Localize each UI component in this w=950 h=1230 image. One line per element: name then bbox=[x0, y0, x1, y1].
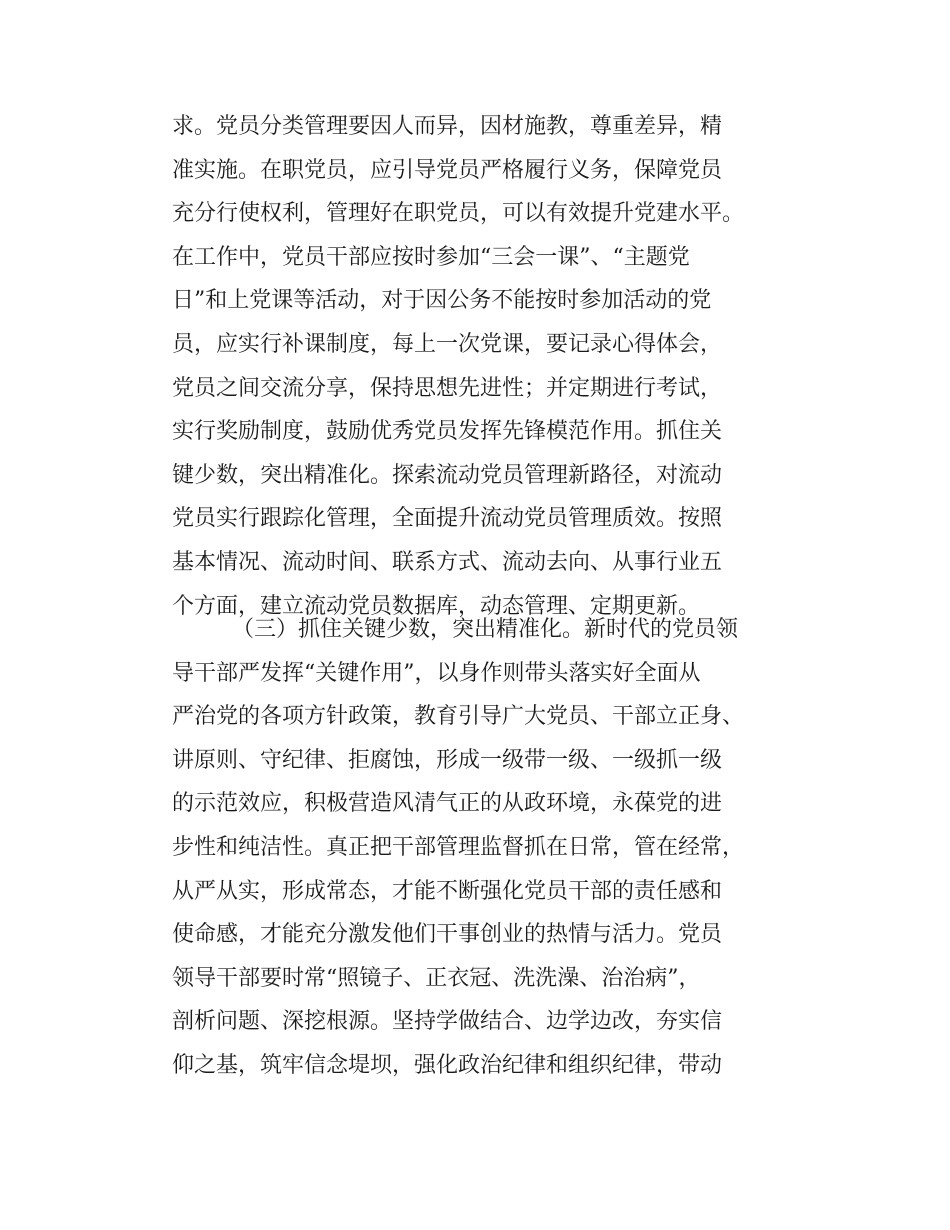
text-line: 使命感，才能充分激发他们干事创业的热情与活力。党员 bbox=[172, 922, 723, 948]
text-line: 在工作中，党员干部应按时参加“三会一课”、“主题党 bbox=[172, 244, 690, 270]
text-line: 实行奖励制度，鼓励优秀党员发挥先锋模范作用。抓住关 bbox=[172, 419, 723, 445]
text-line: 员，应实行补课制度，每上一次党课，要记录心得体会， bbox=[172, 331, 723, 357]
text-line: 准实施。在职党员，应引导党员严格履行义务，保障党员 bbox=[172, 157, 723, 183]
text-line: 党员之间交流分享，保持思想先进性；并定期进行考试， bbox=[172, 375, 723, 401]
paragraph-1 bbox=[172, 105, 797, 628]
text-line: 从严从实，形成常态，才能不断强化党员干部的责任感和 bbox=[172, 878, 723, 904]
text-line: 键少数，突出精准化。探索流动党员管理新路径，对流动 bbox=[172, 462, 723, 488]
text-line: 的示范效应，积极营造风清气正的从政环境，永葆党的进 bbox=[172, 791, 723, 817]
text-line: 导干部严发挥“关键作用”，以身作则带头落实好全面从 bbox=[172, 660, 701, 686]
text-line: 求。党员分类管理要因人而异，因材施教，尊重差异，精 bbox=[172, 114, 723, 139]
text-line: 日”和上党课等活动，对于因公务不能按时参加活动的党 bbox=[172, 288, 712, 314]
paragraph-2 bbox=[172, 608, 797, 1088]
text-line: 充分行使权利，管理好在职党员，可以有效提升党建水平。 bbox=[172, 201, 745, 227]
text-line: 个方面，建立流动党员数据库，动态管理、定期更新。 bbox=[172, 593, 701, 619]
text-line: 党员实行跟踪化管理，全面提升流动党员管理质效。按照 bbox=[172, 506, 723, 532]
text-line: 步性和纯洁性。真正把干部管理监督抓在日常，管在经常， bbox=[172, 834, 745, 860]
text-line: 剖析问题、深挖根源。坚持学做结合、边学边改，夯实信 bbox=[172, 1009, 723, 1035]
text-line: 仰之基，筑牢信念堤坝，强化政治纪律和组织纪律，带动 bbox=[172, 1052, 723, 1078]
text-line: 基本情况、流动时间、联系方式、流动去向、从事行业五 bbox=[172, 549, 723, 575]
text-line: 领导干部要时常“照镜子、正衣冠、洗洗澡、治治病”， bbox=[172, 965, 701, 991]
text-line: 严治党的各项方针政策，教育引导广大党员、干部立正身、 bbox=[172, 704, 745, 730]
text-line: （三）抓住关键少数，突出精准化。新时代的党员领 bbox=[232, 617, 739, 642]
text-line: 讲原则、守纪律、拒腐蚀，形成一级带一级、一级抓一级 bbox=[172, 747, 723, 773]
